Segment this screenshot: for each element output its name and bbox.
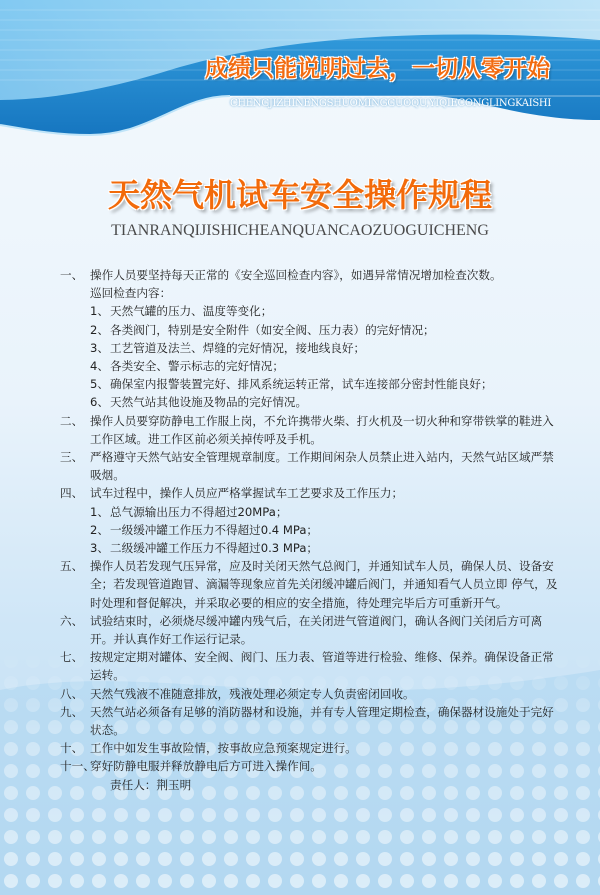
rule-item xyxy=(60,685,560,703)
rule-subitem xyxy=(60,302,560,320)
rule-number: 一、 xyxy=(60,268,84,282)
subitem-text: 天然气罐的压力、温度等变化； xyxy=(110,304,273,319)
rule-number: 九、 xyxy=(60,704,84,719)
subitem-number: 4、 xyxy=(90,359,109,374)
rule-subitem xyxy=(60,321,560,339)
rule-text: 操作人员要坚持每天正常的《安全巡回检查内容》，如遇异常情况增加检查次数。 xyxy=(90,268,502,282)
rule-text: 试车过程中，操作人员应严格掌握试车工艺要求及工作压力； xyxy=(90,486,404,501)
title-pinyin: TIANRANQIJISHICHEANQUANCAOZUOGUICHENG xyxy=(111,222,489,239)
subitem-number: 2、 xyxy=(90,522,109,537)
subitem-text: 二级缓冲罐工作压力不得超过0.3 MPa； xyxy=(110,541,319,556)
rule-number: 八、 xyxy=(60,686,84,701)
slogan: 成绩只能说明过去，一切从零开始 xyxy=(205,56,550,82)
subitem-number: 3、 xyxy=(90,340,109,355)
subitem-number: 2、 xyxy=(90,322,109,337)
rule-text: 操作人员要穿防静电工作服上岗，不允许携带火柴、打火机及一切火种和穿带铁掌的鞋进入工作区域。进工作区前必须关掉传呼及手机。 xyxy=(90,413,554,446)
rule-item xyxy=(60,557,560,612)
rule-subitem xyxy=(60,521,560,539)
rule-subitem xyxy=(60,339,560,357)
subitem-number: 5、 xyxy=(90,377,109,392)
rule-number: 四、 xyxy=(60,486,84,501)
rule-subheading: 巡回检查内容： xyxy=(90,286,172,301)
rule-text: 天然气站必须备有足够的消防器材和设施，并有专人管理定期检查，确保器材设施处于完好状态。 xyxy=(90,704,554,738)
subitem-text: 天然气站其他设施及物品的完好情况。 xyxy=(110,395,308,410)
rule-subitem xyxy=(60,539,560,557)
rule-subitem xyxy=(60,357,560,375)
rule-item xyxy=(60,448,560,484)
subitem-number: 1、 xyxy=(90,504,109,519)
rule-number: 七、 xyxy=(60,650,84,665)
subitem-number: 3、 xyxy=(90,541,109,556)
rule-text: 试验结束时，必须烧尽缓冲罐内残气后，在关闭进气管道阀门，确认各阀门关闭后方可离开。并认真作好工作运行记录。 xyxy=(90,613,543,647)
rule-number: 三、 xyxy=(60,450,84,465)
responsible-person: 责任人：荆玉明 xyxy=(110,777,192,792)
subitem-number: 6、 xyxy=(90,395,109,410)
rule-item xyxy=(60,484,560,502)
subitem-text: 总气源输出压力不得超过20MPa； xyxy=(110,504,288,519)
rule-text: 按规定定期对罐体、安全阀、阀门、压力表、管道等进行检验、维修、保养。确保设备正常运转。 xyxy=(90,650,554,683)
rule-text: 穿好防静电服并释放静电后方可进入操作间。 xyxy=(90,759,322,774)
rule-subitem xyxy=(60,503,560,521)
rule-item xyxy=(60,266,560,284)
subitem-text: 一级缓冲罐工作压力不得超过0.4 MPa； xyxy=(110,522,319,537)
rule-item xyxy=(60,648,560,684)
page-title: 天然气机试车安全操作规程 xyxy=(107,176,492,214)
rule-item xyxy=(60,412,560,448)
rule-text: 严格遵守天然气站安全管理规章制度。工作期间闲杂人员禁止进入站内，天然气站区域严禁吸烟。 xyxy=(90,450,554,483)
rule-item xyxy=(60,739,560,757)
rule-text: 天然气残液不准随意排放，残液处理必须定专人负责密闭回收。 xyxy=(90,686,415,701)
subitem-text: 各类安全、警示标志的完好情况； xyxy=(110,359,284,374)
subitem-text: 工艺管道及法兰、焊缝的完好情况，接地线良好； xyxy=(110,340,366,355)
rule-item xyxy=(60,757,560,775)
rule-number: 十、 xyxy=(60,741,84,756)
subitem-text: 各类阀门，特别是安全附件（如安全阀、压力表）的完好情况； xyxy=(110,322,435,337)
rule-subitem xyxy=(60,375,560,393)
rule-number: 十一、 xyxy=(60,759,95,774)
rule-number: 六、 xyxy=(60,613,84,628)
rule-item xyxy=(60,703,560,739)
rule-item xyxy=(60,612,560,648)
rule-number: 五、 xyxy=(60,559,84,574)
subitem-number: 1、 xyxy=(90,304,109,319)
subitem-text: 确保室内报警装置完好、排风系统运转正常，试车连接部分密封性能良好； xyxy=(110,377,493,392)
rule-text: 操作人员若发现气压异常，应及时关闭天然气总阀门，并通知试车人员，确保人员、设备安全；若发现管道跑冒、滴漏等现象应首先关闭缓冲罐后阀门，并通知看气人员立即 停气，及时处理和督促解决，并采取必要的相应的安全措施，待处理完毕后方可重新开气。 xyxy=(90,559,558,610)
rule-text: 工作中如发生事故险情，按事故应急预案规定进行。 xyxy=(90,741,357,756)
slogan-pinyin: CHENGJIZHINENGSHUOMINGGUOQU,YIQIECONGLINGKAISHI xyxy=(230,98,551,109)
rule-number: 二、 xyxy=(60,413,84,428)
rules-list xyxy=(60,266,560,794)
rule-subitem xyxy=(60,393,560,411)
